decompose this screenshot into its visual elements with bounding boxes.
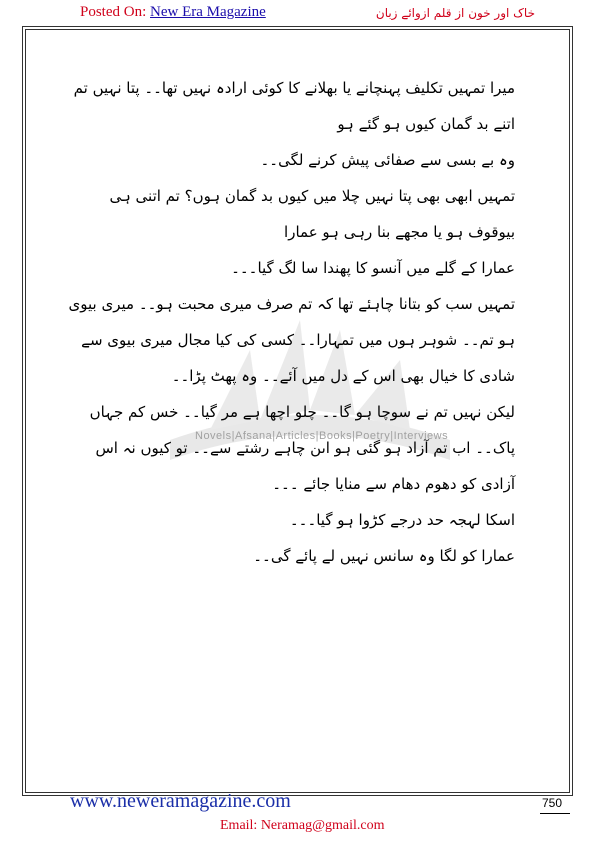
article-body bbox=[60, 70, 515, 574]
paragraph: تمہیں ابھی بھی پتا نہیں چلا میں کیوں بد گمان ہوں؟ تم اتنی ہی بیوقوف ہو یا مجھے بنا رہی ہو عمارا bbox=[109, 187, 515, 241]
paragraph: وہ بے بسی سے صفائی پیش کرنے لگی۔۔ bbox=[260, 151, 515, 169]
paragraph: عمارا کے گلے میں آنسو کا پھندا سا لگ گیا۔۔۔ bbox=[231, 259, 515, 277]
header-posted-on bbox=[80, 4, 266, 21]
paragraph: لیکن نہیں تم نے سوچا ہو گا۔۔ چلو اچھا ہے مر گیا۔۔ خس کم جہاں پاک۔۔ اب تم آزاد ہو گئی ہو اںن چاہے رشتے سے۔۔ تو کیوں نہ اس آزادی کو دھوم دھام سے منایا جائے ۔۔۔ bbox=[89, 403, 515, 493]
paragraph: عمارا کو لگا وہ سانس نہیں لے پائے گی۔۔ bbox=[253, 547, 515, 565]
paragraph: میرا تمہیں تکلیف پہنچانے یا بھلانے کا کوئی ارادہ نہیں تھا۔۔ پتا نہیں تم اتنے بد گمان کیوں ہو گئے ہو bbox=[73, 79, 515, 133]
magazine-link[interactable]: New Era Magazine bbox=[150, 4, 266, 20]
paragraph: تمہیں سب کو بتانا چاہئے تھا کہ تم صرف میری محبت ہو۔۔ میری بیوی ہو تم۔۔ شوہر ہوں میں تمہارا۔۔ کسی کی کیا مجال میری بیوی سے شادی کا خیال بھی اس کے دل میں آئے۔۔ وہ پھٹ پڑا۔۔ bbox=[68, 295, 515, 385]
header-title-urdu: خاک اور خون از قلم ازوائے زبان bbox=[375, 6, 535, 20]
posted-on-label: Posted On: bbox=[80, 4, 147, 20]
page-number: 750 bbox=[542, 796, 563, 810]
watermark-text: Novels|Afsana|Articles|Books|Poetry|Interviews bbox=[195, 430, 449, 442]
paragraph: اسکا لہجہ حد درجے کڑوا ہو گیا۔۔۔ bbox=[289, 511, 515, 529]
footer-email: Email: Neramag@gmail.com bbox=[220, 818, 385, 833]
footer-website-link[interactable]: www.neweramagazine.com bbox=[70, 790, 291, 812]
page-number-divider bbox=[540, 813, 570, 814]
